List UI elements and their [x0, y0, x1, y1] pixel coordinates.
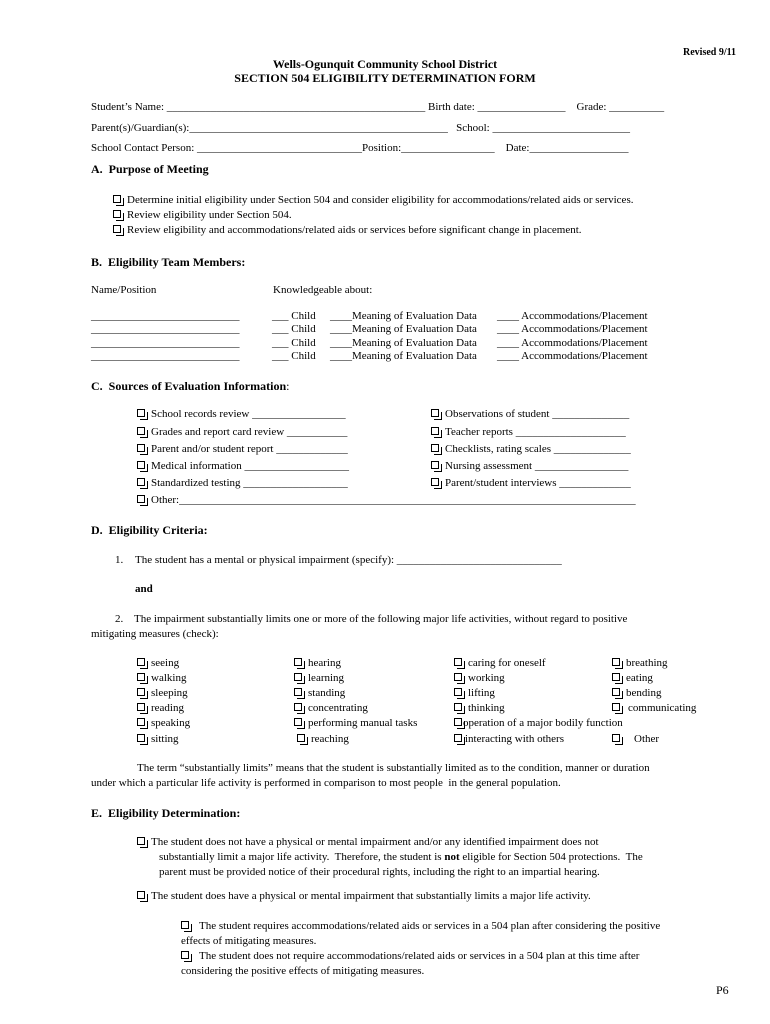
checkbox-icon	[454, 703, 462, 711]
knows-accommodations-option[interactable]: ____ Accommodations/Placement	[497, 310, 648, 322]
page-number: P6	[716, 983, 729, 997]
source-checklists[interactable]: Checklists, rating scales ______________	[431, 443, 631, 456]
checkbox-icon	[454, 658, 462, 666]
team-member-name-line[interactable]: ___________________________	[91, 337, 240, 349]
contact-person-field[interactable]: School Contact Person: ______________________________Position:_________________ Date:__________________	[91, 142, 629, 154]
activity-sitting[interactable]: sitting	[137, 733, 179, 746]
student-name-field[interactable]: Student’s Name: _______________________________________________ Birth date: ________________ Grade: __________	[91, 101, 665, 113]
checkbox-icon	[137, 703, 145, 711]
knows-accommodations-option[interactable]: ____ Accommodations/Placement	[497, 337, 648, 349]
source-school-records[interactable]: School records review _________________	[137, 408, 346, 421]
source-standardized-testing[interactable]: Standardized testing ___________________	[137, 477, 348, 490]
source-other[interactable]: Other:___________________________________________________________________________________	[137, 494, 636, 507]
determination-not-eligible[interactable]: The student does not have a physical or mental impairment and/or any identified impairment does not	[137, 836, 599, 849]
checkbox-icon	[137, 688, 145, 696]
checkbox-icon	[137, 495, 145, 503]
activity-sleeping[interactable]: sleeping	[137, 687, 188, 700]
activity-learning[interactable]: learning	[294, 672, 344, 685]
checkbox-icon	[454, 688, 462, 696]
purpose-option-review[interactable]: Review eligibility under Section 504.	[113, 209, 292, 222]
knows-evaluation-data-option[interactable]: ____Meaning of Evaluation Data	[330, 337, 477, 349]
activity-seeing[interactable]: seeing	[137, 657, 179, 670]
checkbox-icon	[137, 658, 145, 666]
purpose-option-initial[interactable]: Determine initial eligibility under Section 504 and consider eligibility for accommodations/related aids or services.	[113, 194, 633, 207]
activity-concentrating[interactable]: concentrating	[294, 702, 368, 715]
form-title: SECTION 504 ELIGIBILITY DETERMINATION FORM	[234, 71, 536, 85]
checkbox-icon	[294, 673, 302, 681]
checkbox-icon	[113, 210, 121, 218]
knows-child-option[interactable]: ___ Child	[272, 310, 316, 322]
activity-caring-for-oneself[interactable]: caring for oneself	[454, 657, 546, 670]
activity-reaching[interactable]: reaching	[297, 733, 349, 746]
source-teacher-reports[interactable]: Teacher reports ____________________	[431, 426, 626, 439]
determination-no-plan[interactable]: The student does not require accommodations/related aids or services in a 504 plan at this time after	[181, 950, 639, 963]
checkbox-icon	[137, 427, 145, 435]
checkbox-icon	[294, 688, 302, 696]
source-nursing[interactable]: Nursing assessment _________________	[431, 460, 628, 473]
knowledgeable-header: Knowledgeable about:	[273, 284, 373, 296]
determination-requires-plan[interactable]: The student requires accommodations/related aids or services in a 504 plan after considering the positive	[181, 920, 660, 933]
checkbox-icon	[612, 673, 620, 681]
substantially-limits-note-line2: under which a particular life activity is performed in comparison to most people in the general population.	[91, 777, 561, 789]
knows-accommodations-option[interactable]: ____ Accommodations/Placement	[497, 350, 648, 362]
knows-evaluation-data-option[interactable]: ____Meaning of Evaluation Data	[330, 323, 477, 335]
activity-bodily-function[interactable]: operation of a major bodily function	[454, 717, 623, 730]
checkbox-icon	[431, 427, 439, 435]
knows-child-option[interactable]: ___ Child	[272, 323, 316, 335]
checkbox-icon	[137, 891, 145, 899]
knows-evaluation-data-option[interactable]: ____Meaning of Evaluation Data	[330, 310, 477, 322]
source-parent-report[interactable]: Parent and/or student report _____________	[137, 443, 348, 456]
criteria-and: and	[135, 583, 153, 595]
activity-lifting[interactable]: lifting	[454, 687, 495, 700]
section-e-title: E. Eligibility Determination:	[91, 806, 241, 820]
criteria-1-impairment[interactable]: The student has a mental or physical impairment (specify): ______________________________	[135, 554, 562, 566]
team-member-name-line[interactable]: ___________________________	[91, 323, 240, 335]
checkbox-icon	[454, 718, 462, 726]
revised-date: Revised 9/11	[683, 47, 737, 58]
knows-accommodations-option[interactable]: ____ Accommodations/Placement	[497, 323, 648, 335]
checkbox-icon	[137, 409, 145, 417]
checkbox-icon	[612, 688, 620, 696]
section-b-title: B. Eligibility Team Members:	[91, 255, 246, 269]
checkbox-icon	[297, 734, 305, 742]
knows-evaluation-data-option[interactable]: ____Meaning of Evaluation Data	[330, 350, 477, 362]
activity-eating[interactable]: eating	[612, 672, 653, 685]
checkbox-icon	[294, 703, 302, 711]
checkbox-icon	[113, 195, 121, 203]
activity-speaking[interactable]: speaking	[137, 717, 190, 730]
activity-hearing[interactable]: hearing	[294, 657, 341, 670]
activity-standing[interactable]: standing	[294, 687, 345, 700]
criteria-1-number: 1.	[115, 554, 124, 566]
criteria-2-line2: mitigating measures (check):	[91, 628, 219, 640]
activity-bending[interactable]: bending	[612, 687, 661, 700]
determination-requires-plan-line2: effects of mitigating measures.	[181, 935, 317, 947]
activity-thinking[interactable]: thinking	[454, 702, 505, 715]
activity-interacting[interactable]: interacting with others	[454, 733, 564, 746]
determination-not-eligible-line3: parent must be provided notice of their procedural rights, including the right to an impartial hearing.	[159, 866, 600, 878]
substantially-limits-note-line1: The term “substantially limits” means that the student is substantially limited as to the condition, manner or duration	[137, 762, 650, 774]
knows-child-option[interactable]: ___ Child	[272, 350, 316, 362]
source-medical[interactable]: Medical information ___________________	[137, 460, 349, 473]
checkbox-icon	[612, 658, 620, 666]
checkbox-icon	[113, 225, 121, 233]
checkbox-icon	[137, 837, 145, 845]
section-a-title: A. Purpose of Meeting	[91, 162, 209, 176]
determination-no-plan-line2: considering the positive effects of mitigating measures.	[181, 965, 425, 977]
checkbox-icon	[431, 409, 439, 417]
determination-not-eligible-line2: substantially limit a major life activity. Therefore, the student is not eligible for Section 504 protections. The	[159, 851, 643, 863]
knows-child-option[interactable]: ___ Child	[272, 337, 316, 349]
checkbox-icon	[137, 718, 145, 726]
checkbox-icon	[612, 734, 620, 742]
source-interviews[interactable]: Parent/student interviews _____________	[431, 477, 631, 490]
purpose-option-change[interactable]: Review eligibility and accommodations/related aids or services before significant change in placement.	[113, 224, 582, 237]
district-name: Wells-Ogunquit Community School District	[272, 57, 498, 71]
activity-manual-tasks[interactable]: performing manual tasks	[294, 717, 417, 730]
checkbox-icon	[181, 921, 189, 929]
team-member-name-line[interactable]: ___________________________	[91, 310, 240, 322]
activity-other[interactable]: Other	[612, 733, 659, 746]
checkbox-icon	[137, 734, 145, 742]
checkbox-icon	[431, 461, 439, 469]
source-observations[interactable]: Observations of student ______________	[431, 408, 629, 421]
section-d-title: D. Eligibility Criteria:	[91, 523, 208, 537]
section-c-title: C. Sources of Evaluation Information:	[91, 379, 290, 393]
activity-breathing[interactable]: breathing	[612, 657, 668, 670]
checkbox-icon	[431, 444, 439, 452]
activity-working[interactable]: working	[454, 672, 505, 685]
checkbox-icon	[454, 673, 462, 681]
checkbox-icon	[294, 658, 302, 666]
criteria-2-line1: 2. The impairment substantially limits one or more of the following major life activities, without regard to positive	[115, 613, 628, 625]
checkbox-icon	[454, 734, 462, 742]
checkbox-icon	[612, 703, 620, 711]
checkbox-icon	[294, 718, 302, 726]
parent-guardian-field[interactable]: Parent(s)/Guardian(s):_______________________________________________ School: _________________________	[91, 122, 630, 134]
checkbox-icon	[181, 951, 189, 959]
checkbox-icon	[431, 478, 439, 486]
determination-has-impairment[interactable]: The student does have a physical or mental impairment that substantially limits a major life activity.	[137, 890, 591, 903]
source-grades[interactable]: Grades and report card review ___________	[137, 426, 347, 439]
checkbox-icon	[137, 673, 145, 681]
team-member-name-line[interactable]: ___________________________	[91, 350, 240, 362]
checkbox-icon	[137, 461, 145, 469]
activity-walking[interactable]: walking	[137, 672, 186, 685]
checkbox-icon	[137, 444, 145, 452]
name-position-header: Name/Position	[91, 284, 157, 296]
activity-communicating[interactable]: communicating	[612, 702, 696, 715]
checkbox-icon	[137, 478, 145, 486]
activity-reading[interactable]: reading	[137, 702, 184, 715]
